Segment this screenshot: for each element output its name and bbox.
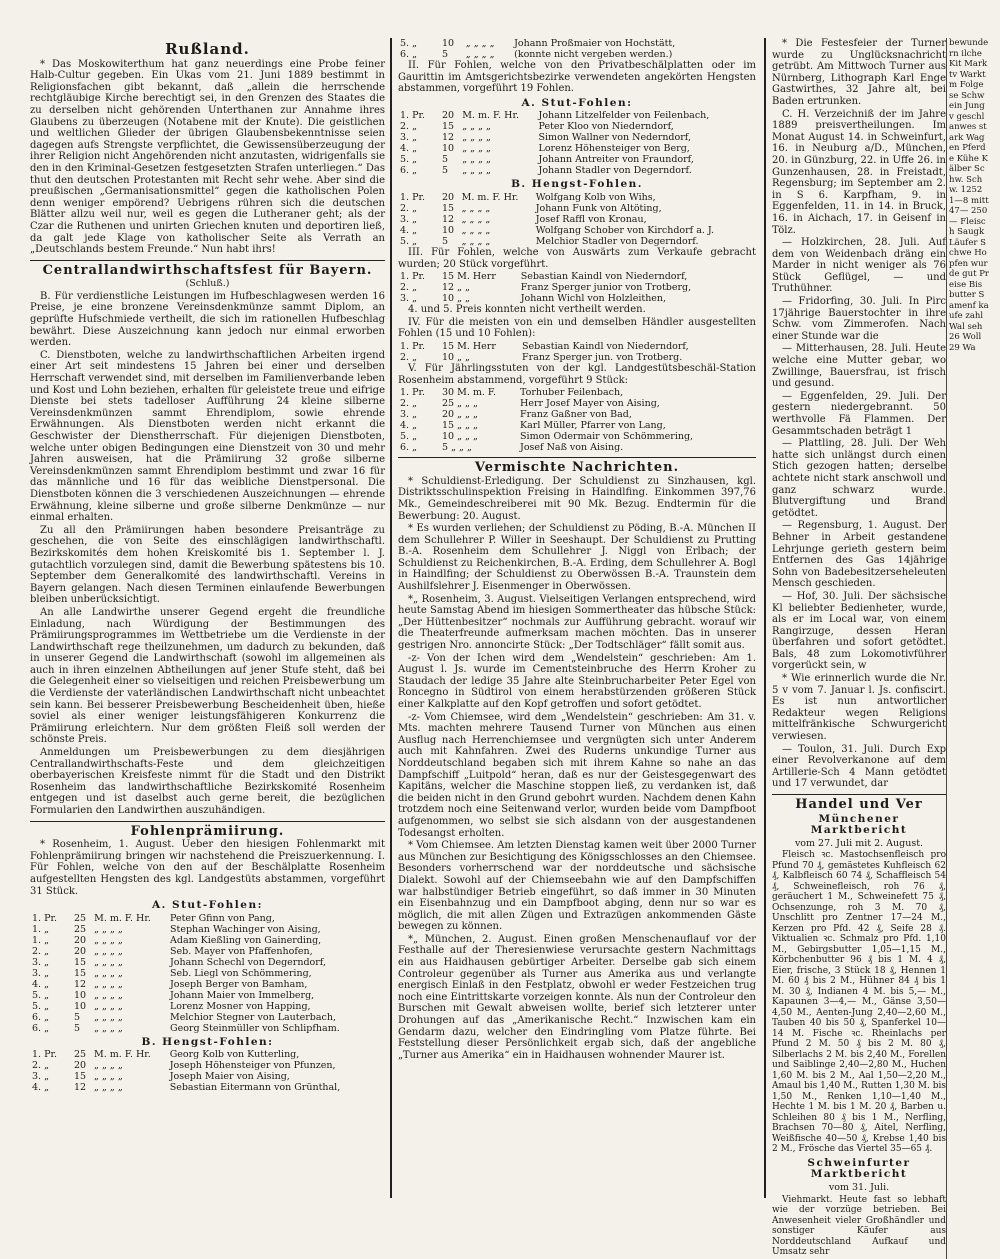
table-cell: Joseph Höhensteiger von Pfunzen,: [169, 1060, 336, 1072]
table-cell: 1. Pr.: [32, 1049, 57, 1061]
table-cell: M. m. F. Hr.: [94, 912, 151, 924]
table-cell: 1. „: [32, 934, 50, 946]
column-rule: [764, 38, 766, 1198]
stut-fohlen-table: [30, 913, 385, 1034]
table-cell: 2. „: [400, 398, 418, 410]
table-cell: 5: [442, 165, 449, 177]
table-cell: „ „ „ „: [94, 956, 123, 968]
award-table: [398, 38, 756, 60]
table-cell: M. m. F. Hr.: [462, 110, 519, 122]
markt-heading: Münchener Marktbericht: [810, 812, 908, 837]
news-item: — Fridorfing, 30. Juli. In Pirc 17jährige Bauerstochter in ihre Schw. vom Zimmerofen. Nach einer Stunde war die: [772, 296, 946, 342]
table-cell: Johann Litzelfelder von Feilenbach,: [538, 110, 710, 122]
table-cell: „ „ „ „: [462, 121, 491, 133]
table-row: [398, 49, 756, 60]
table-cell: 5: [74, 1011, 81, 1023]
table-cell: 12: [442, 213, 455, 225]
column-right: [772, 38, 990, 1258]
fohlen-intro: * Rosenheim, 1. August. Ueber den hiesigen Fohlenmarkt mit Fohlenprämiirung bringen wir nachstehend die Preiszuerkennung. I. Für Fohlen, welche von den auf der Beschälplatte Rosenheim aufgestellten Hengsten des kgl. Landgestüts abstammen, vorgeführt 31 Stück.: [30, 839, 385, 897]
table-cell: 5. „: [400, 154, 418, 166]
news-item: * Es wurden verliehen; der Schuldienst zu Pöding, B.-A. München II dem Schullehrer P. Willer in Seeshaupt. Der Schuldienst zu Prutting B.-A. Rosenheim dem Schullehrer J. Niggl von Erlbach; der Schuldienst zu Reichenkirchen, B.-A. Erding, dem Schullehrer A. Bogl in Haindlfing; der Schuldienst zu Oberwössen B.-A. Traunstein dem Aushilfslehrer J. Eisenmenger in Oberwössen.: [398, 523, 756, 593]
fest-paragraph: An alle Landwirthe unserer Gegend ergeht die freundliche Einladung, nach Würdigung der Bestimmungen des Prämiirungsprogrammes im Wettbetriebe um die Verdienste in der Landwirthschaft rege theilzunehmen, um dadurch zu bekunden, daß in unserer Gegend die Landwirthschaft (sowohl im allgemeinen als auch in ihren einzelnen Abtheilungen auf jener Stufe steht, daß bei die Gelegenheit einer so vielseitigen und reichen Preisbewerbung um die Verdienste der vaterländischen Landwirthschaft nicht unbeachtet sein kann. Bei besserer Preisbewerbung Bescheidenheit üben, hieße soviel als einer weniger leistungsfähigeren Konkurrenz die Prämiirung erleichtern. Nur dem größten Fleiß soll werden der schönste Preis.: [30, 606, 385, 746]
table-cell: Georg Kolb von Kutterling,: [169, 1049, 300, 1061]
divider: [30, 821, 385, 822]
table-row: [398, 165, 756, 176]
vieh-text: Viehmarkt. Heute fast so lebhaft wie der vorzüge betrieben. Bei Anwesenheit vieler Großhändler und sonstiger Käufer aus Norddeutschland Aufkauf und Umsatz sehr: [772, 1194, 946, 1258]
news-item: — Mitterhausen, 28. Juli. Heute welche eine Mutter gebar, wo Zwillinge, Bauersfrau, ist frisch und gesund.: [772, 343, 946, 390]
table-row: [398, 236, 756, 247]
news-item: -z- Vom Chiemsee, wird dem „Wendelstein“ geschrieben: Am 31. v. Mts. machten mehrere Tausend Turner von München aus einen Ausflug nach Herrenchiemsee und vergnügten sich unter Anderem auch mit Kahnfahren. Zwei des Ruderns unkundige Turner aus Norddeutschland begaben sich mit ihrem Kahne so nahe an das Dampfschiff „Luitpold“ heran, daß es nur der Geistesgegenwart des Kapitäns, welcher die Maschine stoppen ließ, zu verdanken ist, daß die beiden nicht in den Grund gebohrt wurden. Nachdem denen Kahn trotzdem noch eine Seitenwand verlor, wurden beide vom Dampfboot aufgenommen, wo selbst sie sich alsdann von der ausgestandenen Todesangst erholten.: [398, 711, 756, 839]
table-cell: 15: [442, 202, 455, 214]
table-row: [398, 409, 756, 420]
table-cell: 5 „ „ „: [442, 442, 472, 454]
table-cell: „ „ „ „: [94, 945, 123, 957]
table-row: [398, 387, 756, 398]
table-cell: „ „ „ „: [94, 1082, 123, 1094]
part4-intro: IV. Für die meisten von ein und demselben Händler ausgestellten Fohlen (15 und 10 Fohlen):: [398, 316, 756, 340]
table-cell: 1. Pr.: [400, 387, 425, 399]
table-cell: Johann Antreiter von Fraundorf,: [538, 154, 694, 166]
table-row: [398, 214, 756, 225]
table-row: [30, 1012, 385, 1023]
table-cell: Sebastian Eitermann von Grünthal,: [169, 1082, 341, 1094]
table-cell: 6. „: [400, 165, 418, 177]
table-cell: 12 „ „: [442, 282, 470, 294]
table-cell: 10: [74, 1000, 87, 1012]
table-cell: 1. Pr.: [400, 340, 425, 352]
table-row: [30, 1023, 385, 1034]
adjacent-column-fragment: bewundern ilche Kit Marktv Warktm Folge se Schwein Jungv geschl anwes stark Wagen Pferde Kühe Kälber Schw. Schw. 1252 1—8 mitt 47— 250— Fleisch Saugk Läufer Schwe Hopfen wurde gut Preise Bis butter Samenf kaufe zahl Wal seh 26 Woll 29 Wa: [946, 38, 989, 1259]
table-cell: 2. „: [400, 351, 418, 363]
table-cell: 3. „: [400, 409, 418, 421]
table-cell: Johann Maier von Immelberg,: [170, 989, 315, 1001]
table-cell: Sebastian Kaindl von Niederndorf,: [522, 340, 689, 352]
news-item: *„ Rosenheim, 3. August. Vielseitigen Verlangen entsprechend, wird heute Samstag Abend im hiesigen Sommertheater das hübsche Stück: „Der Hüttenbesitzer“ nochmals zur Aufführung gebracht. worauf wir die Theaterfreunde aufmerksam machen möchten. Das in unserer gestrigen Nro. annoncirte Stück: „Der Todtschläger“ fällt somit aus.: [398, 593, 756, 652]
table-cell: 3. „: [32, 967, 50, 979]
news-item: — Hof, 30. Juli. Der sächsische Kl beliebter Bedienheter, wurde, als er im Local war, von einem Rangirzuge, dessen Heran überfahren und sofort getödtet. Bals, 48 zum Lokomotivführer vorgerückt sein, w: [772, 590, 946, 672]
table-row: [30, 1082, 385, 1093]
table-row: [30, 1060, 385, 1071]
table-cell: „ „ „ „: [461, 202, 491, 214]
handel-heading: Handel und Ver: [795, 797, 923, 812]
table-cell: Peter Gfinn von Pang,: [170, 912, 275, 924]
table-cell: Melchior Stadler von Degerndorf.: [535, 235, 699, 247]
table-cell: „ „ „ „: [465, 38, 495, 49]
table-cell: 6. „: [400, 442, 418, 454]
table-cell: Franz Gaßner von Bad,: [520, 409, 632, 421]
table-cell: Wolfgang Kolb von Wihs,: [535, 191, 656, 203]
news-item: — Eggenfelden, 29. Juli. Der gestern niedergebrannt. 50 werthvolle Fä Flammen. Der Gesammtschaden beträgt 1: [772, 390, 946, 437]
part3-intro: III. Für Fohlen, welche von Auswärts zum Verkaufe gebracht wurden; 20 Stück vorgeführt.: [398, 246, 756, 270]
stut-fohlen-heading: A. Stut-Fohlen:: [521, 96, 633, 109]
table-cell: 2. „: [400, 121, 418, 133]
hengst-fohlen-table: [398, 192, 756, 247]
table-row: [398, 132, 756, 143]
stut-fohlen-table: [398, 110, 756, 176]
hengst-fohlen-table: [30, 1049, 385, 1093]
news-item: * Vom Chiemsee. Am letzten Dienstag kamen weit über 2000 Turner aus München zur Besichtigung des Königsschlosses an den Chiemsee. Besonders vorherrschend war der norddeutsche und sächsische Dialekt. Sowohl auf der Chiemseebahn wie auf den Dampfschiffen war halbstündiger Betrieb eingeführt, so daß immer in 30 Minuten ein Eisenbahnzug und ein Dampfboot abging, denn nur so war es möglich, die mit allen Zügen und Extrazügen ankommenden Gäste bewegen zu können.: [398, 840, 756, 933]
table-cell: Lorenz Höhensteiger von Berg,: [538, 143, 690, 155]
table-row: [398, 203, 756, 214]
table-cell: 12: [74, 978, 87, 990]
divider: [398, 457, 756, 458]
table-cell: 4. „: [400, 224, 418, 236]
divider: [772, 794, 946, 795]
table-cell: 20: [74, 934, 87, 946]
divider: [30, 260, 385, 261]
news-item: * Wie erinnerlich wurde die Nr. 5 v vom 7. Januar l. Js. confiscirt. Es ist nun antwortlicher Redakteur wegen Religions mittelfränkische Schwurgericht verwiesen.: [772, 673, 946, 743]
table-cell: Herr Josef Mayer von Aising,: [520, 398, 660, 410]
table-cell: 1. Pr.: [400, 110, 425, 122]
table-cell: 25 „ „ „: [442, 398, 478, 410]
table-cell: 10: [74, 989, 87, 1001]
table-cell: 2. „: [32, 1060, 50, 1072]
table-cell: Seb. Liegl von Schömmering,: [170, 967, 312, 979]
table-cell: 12: [74, 1082, 87, 1094]
fest-paragraph: Anmeldungen um Preisbewerbungen zu dem diesjährigen Centrallandwirthschafts-Feste und dem gleichzeitigen oberbayerischen Kreisfeste nimmt für die Stadt und den Distrikt Rosenheim das landwirthschaftliche Bezirkskomité Rosenheim entgegen und ist daselbst auch gerne bereit, die bezüglichen Formularien den Landwirthen auszuhändigen.: [30, 747, 385, 816]
table-cell: Melchior Stegner von Lauterbach,: [170, 1011, 336, 1023]
table-row: [30, 946, 385, 957]
table-cell: 2. „: [400, 282, 418, 294]
table-cell: „ „ „ „: [462, 154, 491, 166]
fohlen-heading: Fohlenprämiirung.: [130, 823, 285, 839]
table-row: [30, 968, 385, 979]
table-cell: „ „ „ „: [94, 1022, 123, 1034]
table-cell: 30 M. m. F.: [442, 387, 497, 399]
table-cell: 3. „: [400, 213, 418, 225]
table-cell: 10 „ „ „: [442, 431, 478, 443]
table-cell: 15 M. Herr: [442, 340, 496, 352]
table-cell: 15 M. Herr: [442, 271, 496, 283]
table-row: [398, 154, 756, 165]
vermischte-heading: Vermischte Nachrichten.: [474, 460, 680, 476]
table-cell: „ „ „ „: [94, 1011, 123, 1023]
fest-paragraph: B. Für verdienstliche Leistungen im Hufbeschlagwesen werden 16 Preise, je eine bronzene Vereinsdenkmünze sammt Diplom, an geprüfte Hufschmiede vertheilt, die sich im rationellen Hufbeschlag bewährt. Diese Auszeichnung kann jedoch nur einmal erworben werden.: [30, 290, 385, 349]
hengst-fohlen-heading: B. Hengst-Fohlen:: [141, 1035, 274, 1048]
table-row: [30, 979, 385, 990]
table-row: [30, 990, 385, 1001]
news-item: — Plattling, 28. Juli. Der Weh hatte sich unlängst durch einen Stich gezogen hatten; derselbe achtete nicht stark anschwoll und ganz schwarz wurde. Blutvergiftung und Brand getödtet.: [772, 438, 946, 519]
table-cell: 20 „ „ „: [442, 409, 478, 421]
column-left: [30, 38, 385, 1198]
part3-note: 4. und 5. Preis konnten nicht vertheilt werden.: [408, 304, 646, 316]
table-cell: Franz Sperger junior von Trotberg,: [520, 282, 692, 294]
table-cell: „ „ „ „: [94, 1071, 123, 1083]
table-row: [30, 924, 385, 935]
table-cell: „ „ „ „: [94, 989, 123, 1001]
table-cell: 3. „: [32, 956, 50, 968]
table-cell: „ „ „ „: [94, 934, 123, 946]
table-cell: „ „ „ „: [461, 213, 491, 225]
column-rule: [390, 38, 392, 1198]
table-cell: „ „ „ „: [94, 978, 123, 990]
table-row: [30, 935, 385, 946]
table-row: [30, 1071, 385, 1082]
table-cell: 5. „: [400, 431, 418, 443]
table-cell: 6. „: [400, 49, 418, 60]
table-cell: 3. „: [400, 132, 418, 144]
table-cell: 10: [442, 38, 455, 49]
markt-text: Fleisch ꝛc. Mastochsenfleisch pro Pfund 70 ₰, gemästetes Kuhfleisch 62 ₰, Kalbfleisch 60 74 ₰, Schaffleisch 54 ₰, Schweinefleisch, roh 76 ₰, geräuchert 1 M., Schweinefett 75 ₰, Ochsenzunge, roh 3 M. 70 ₰, Unschlitt pro Zentner 17—24 M., Kerzen pro Pfd. 42 ₰, Seife 28 ₰. Viktualien ꝛc. Schmalz pro Pfd. 1,10 M., Gebirgsbutter 1,05—1,15 M., Körbchenbutter 96 ₰ bis 1 M. 4 ₰, Eier, frische, 3 Stück 18 ₰, Hennen 1 M. 60 ₰ bis 2 M., Hühner 84 ₰ bis 1 M. 30 ₰, Indianen 4 M. bis 5,— M., Kapaunen 3—4,— M., Gänse 3,50—4,50 M., Aenten-Jung 2,40—2,60 M., Tauben 40 bis 50 ₰, Spanferkel 10—14 M. Fische ꝛc. Rheinlachs per Pfund 2 M. 50 ₰ bis 2 M. 80 ₰, Silberlachs 2 M. bis 2,40 M., Forellen und Saiblinge 2,40—2,80 M., Huchen 1,60 M. bis 2 M., Aal 1,50—2,20 M., Amaul bis 1,40 M., Rutten 1,30 M. bis 1,50 M., Renken 1,10—1,40 M., Hechte 1 M. bis 1 M. 20 ₰, Barben u. Schleihen 80 ₰ bis 1 M., Nerfling, Brachsen 70—80 ₰, Aitel, Nerfling, Weißfische 40—50 ₰, Krebse 1,40 bis 2 M., Frösche das Viertel 35—65 ₰.: [772, 850, 946, 1155]
table-cell: 20: [74, 945, 87, 957]
table-cell: 6. „: [32, 1022, 50, 1034]
table-cell: Josef Raffl von Kronau,: [535, 213, 647, 225]
table-cell: Franz Sperger jun. von Trotberg.: [522, 351, 683, 363]
table-cell: M. m. F. Hr.: [461, 191, 519, 203]
table-cell: 15: [74, 1071, 87, 1083]
table-row: [398, 225, 756, 236]
column-middle: [398, 38, 756, 1198]
part2-intro: II. Für Fohlen, welche von den Privatbeschälplatten oder im Gaurittin im Amtsgerichtsbezirke verwendeten angekörten Hengsten abstammen, vorgeführt 19 Fohlen.: [398, 60, 756, 95]
table-cell: „ „ „ „: [462, 143, 491, 155]
table-cell: Josef Naß von Aising.: [520, 442, 624, 454]
table-cell: 1. Pr.: [32, 912, 57, 924]
table-cell: 5. „: [32, 1000, 50, 1012]
table-cell: Torhuber Feilenbach,: [520, 387, 624, 399]
news-item: — Regensburg, 1. August. Der Behner in Arbeit gestandene Lehrjunge gerieth gestern beim Entfernen des Gas 14jährige Sohn von Badebesitzerseheleuten Mensch geschieden.: [772, 520, 946, 590]
table-cell: Sebastian Kaindl von Niederndorf,: [520, 271, 688, 283]
russland-article: * Das Moskowiterthum hat ganz neuerdings eine Probe feiner Halb-Cultur gegeben. Ein Ukas vom 21. Juni 1889 bestimmt in Religionsfachen gibt bekannt, daß „allein die herrschende rechtgläubige Kirche berechtigt sei, in den Grenzen des Staates die zu derselben nicht gehörenden Unterthanen zur Annahme ihres Glaubens zu überzeugen (Notabene mit der Knute). Die geistlichen und weltlichen Glieder der übrigen Glaubensbekenntnisse seien dagegen aufs Strengste verpflichtet, die Gewissensüberzeugung der ihrer Religion nicht Angehörenden nicht anzutasten, widrigenfalls sie den in den Kriminal-Gesetzen festgesetzten Strafen unterliegen.“ Das thut den deutschen Protestanten mit Recht sehr wehe. Aber sind die preußischen „Germanisationsmittel“ gegen die katholischen Polen denn weniger empörend? Uebrigens rühren sich die deutschen Blätter allzu weil nur, weil es gegen die Lutheraner geht; als der Czar die Ruthenen und unirten Griechen knuten und deportiren ließ, da galt jede Klage von katholischer Seite als Verrath an „Deutschlands bestem Freunde.“ Nun habt ihrs!: [30, 58, 385, 256]
table-cell: 1. „: [32, 923, 50, 935]
part3-table: [398, 271, 756, 304]
table-cell: Peter Kloo von Niederndorf,: [538, 121, 674, 133]
fest-heading: Centrallandwirthschaftsfest für Bayern.: [42, 262, 373, 278]
schwein-date: vom 31. Juli.: [828, 1182, 890, 1194]
russland-heading: Rußland.: [165, 40, 250, 58]
table-row: [398, 110, 756, 121]
table-cell: 3. „: [32, 1071, 50, 1083]
table-cell: 4. „: [32, 1082, 50, 1094]
table-cell: 2. „: [32, 945, 50, 957]
table-row: [398, 282, 756, 293]
stut-fohlen-heading: A. Stut-Fohlen:: [152, 899, 263, 912]
table-cell: 10: [442, 224, 455, 236]
schwein-heading: Schweinfurter Marktbericht: [807, 1156, 911, 1181]
table-row: [398, 341, 756, 352]
hengst-fohlen-heading: B. Hengst-Fohlen.: [511, 178, 643, 191]
table-row: [30, 1049, 385, 1060]
table-cell: 2. „: [400, 202, 418, 214]
table-cell: 1. Pr.: [400, 271, 425, 283]
fest-paragraph: Zu all den Prämiirungen haben besondere Preisanträge zu geschehen, die von Seite des einschlägigen landwirthschaftl. Bezirkskomités dem hohen Kreiskomité bis 1. September l. J. gutachtlich vorzulegen sind, damit die Bewerbung spätestens bis 10. September dem Generalkomité des landwirthschaftl. Vereins in Bayern gelangen. Nach diesen Terminen einlaufende Bewerbungen bleiben unberücksichtigt.: [30, 524, 385, 606]
table-cell: 4. „: [400, 420, 418, 432]
table-cell: 15: [442, 121, 455, 133]
table-cell: 15: [74, 967, 87, 979]
table-cell: Georg Steinmüller von Schlipfham.: [170, 1022, 340, 1034]
table-cell: „ „ „ „: [462, 165, 491, 177]
table-cell: 3. „: [400, 293, 418, 305]
table-cell: (konnte nicht vergeben werden.): [514, 49, 673, 60]
table-cell: 5. „: [32, 989, 50, 1001]
table-cell: „ „ „ „: [94, 1000, 123, 1012]
news-item: * Schuldienst-Erledigung. Der Schuldienst zu Sinzhausen, kgl. Distriktsschulinspektion Freising in Haindlfing. Einkommen 397,76 Mk., Gemeindeschreiberei mit 90 Mk. Bezug. Endtermin für die Bewerbung: 20. August.: [398, 475, 756, 522]
table-cell: 12: [442, 132, 455, 144]
table-cell: Johann Schechl von Degerndorf,: [170, 956, 326, 968]
part5-intro: V. Für Jährlingsstuten von der kgl. Landgestütsbeschäl-Station Rosenheim abstammend, vorgeführt 9 Stück:: [398, 362, 756, 386]
table-cell: „ „ „ „: [461, 235, 491, 247]
table-row: [30, 913, 385, 924]
table-cell: 5. „: [400, 38, 418, 49]
table-cell: Stephan Wachinger von Aising,: [170, 923, 321, 935]
table-cell: 4. „: [32, 978, 50, 990]
table-cell: 4. „: [400, 143, 418, 155]
news-item: *„ München, 2. August. Einen großen Menschenauflauf vor der Festhalle auf der Theresienwiese verursachte gestern Nachmittags ein aus Haidhausen gebürtiger Arbeiter. Derselbe gab sich einem Controleur gegenüber als Turner aus Amerika aus und verlangte energisch Einlaß in den Festplatz, obwohl er weder Festzeichen trug noch eine Eintrittskarte vorzeigen konnte. Als nun der Controleur den Burschen mit Gewalt abweisen wollte, berief sich letzterer unter Drohungen auf das „Amerikanische Recht.“ Inzwischen kam ein Gendarm dazu, welcher den Eindringling vom Platze führte. Bei Feststellung dieser Persönlichkeit ergab sich, daß der angebliche „Turner aus Amerika“ ein in Haidhausen wohnender Maurer ist.: [398, 933, 756, 1061]
table-cell: 10: [442, 143, 455, 155]
table-cell: 20: [442, 110, 455, 122]
table-cell: 10 „ „: [442, 293, 470, 305]
news-item: -z- Von der Ichen wird dem „Wendelstein“ geschrieben: Am 1. August l. Js. wurde im Cementsteinbruche des Herrn Kroher zu Staudach der ledige 35 Jahre alte Steinbrucharbeiter Peter Egel von Roncegno in Südtirol von einem herabstürzenden größeren Stück einer Kalkplatte auf den Kopf getroffen und sofort getödtet.: [398, 652, 756, 710]
table-cell: „ „ „ „: [462, 132, 491, 144]
table-cell: 5: [74, 1022, 81, 1034]
table-cell: 15 „ „ „: [442, 420, 478, 432]
table-cell: 5. „: [400, 235, 418, 247]
table-row: [398, 431, 756, 442]
table-row: [398, 442, 756, 453]
table-row: [398, 398, 756, 409]
table-cell: Wolfgang Schober von Kirchdorf a. J.: [535, 224, 715, 236]
table-row: [398, 121, 756, 132]
table-cell: M. m. F. Hr.: [94, 1049, 151, 1061]
table-row: [30, 1001, 385, 1012]
fest-subheading: (Schluß.): [185, 278, 230, 290]
table-cell: Joseph Berger von Bamham,: [170, 978, 308, 990]
table-cell: „ „ „ „: [94, 923, 123, 935]
table-cell: Joseph Maier von Aising,: [169, 1071, 290, 1083]
table-row: [30, 957, 385, 968]
table-cell: 1. Pr.: [400, 191, 425, 203]
table-cell: Adam Kießling von Gainerding,: [170, 934, 322, 946]
table-cell: 25: [74, 923, 87, 935]
table-row: [398, 352, 756, 363]
table-cell: „ „ „ „: [461, 224, 491, 236]
table-row: [398, 293, 756, 304]
table-cell: 20: [74, 1060, 87, 1072]
table-row: [398, 38, 756, 49]
table-row: [398, 420, 756, 431]
table-cell: 10 „ „: [442, 351, 470, 363]
table-cell: 5: [442, 154, 449, 166]
table-cell: 25: [74, 1049, 87, 1061]
table-cell: Johann Wichl von Holzleithen,: [520, 293, 667, 305]
news-item: * Die Festesfeier der Turner wurde zu Unglücksnachricht getrübt. Am Mittwoch Turner aus Nürnberg, Lithograph Karl Enge Gastwirthes, 32 Jahre alt, bei Baden ertrunken.: [772, 38, 946, 107]
part5-table: [398, 387, 756, 453]
table-row: [398, 192, 756, 203]
news-item: C. H. Verzeichniß der im Jahre 1889 preisvertheilungen. Im Monat August 14. in Schweinfurt, 16. in Neuburg a/D., München, 20. in Günzburg, 22. in Uffe 26. in Gunzenhausen, 28. in Freistadt, Regensburg; im September am 2. in S 6. Karpfham, 9. in Eggenfelden, 11. in 14. in Bruck, 16. in Aichach, 17. in Geisenf in Tölz.: [772, 108, 946, 236]
table-cell: Johann Funk von Altöting,: [535, 202, 662, 214]
markt-date: vom 27. Juli mit 2. August.: [794, 837, 924, 849]
table-cell: Johann Proßmaier von Hochstätt,: [514, 38, 676, 49]
news-item: — Holzkirchen, 28. Juli. Auf dem von Weidenbach dräng ein Marder in nicht weniger als 76 Stück Geflügel, — und Truthühner.: [772, 237, 946, 295]
table-cell: Karl Müller, Pfarrer von Lang,: [520, 420, 666, 432]
table-cell: 15: [74, 956, 87, 968]
part4-table: [398, 341, 756, 363]
table-cell: „ „ „ „: [465, 49, 495, 60]
table-cell: „ „ „ „: [94, 1060, 123, 1072]
table-cell: Simon Odermair von Schömmering,: [520, 431, 694, 443]
table-cell: Johann Stadler von Degerndorf.: [538, 165, 692, 177]
table-cell: Simon Wallner von Nederndorf,: [538, 132, 691, 144]
table-cell: 25: [74, 912, 87, 924]
table-cell: Lorenz Mosner von Happing,: [170, 1000, 311, 1012]
table-cell: 20: [442, 191, 455, 203]
news-item: — Toulon, 31. Juli. Durch Exp einer Revolverkanone auf dem Artillerie-Sch 4 Mann getödtet und 17 verwundet, dar: [772, 743, 946, 790]
table-cell: „ „ „ „: [94, 967, 123, 979]
table-cell: 6. „: [32, 1011, 50, 1023]
table-cell: Seb. Mayer von Pfaffenhofen,: [170, 945, 313, 957]
table-row: [398, 143, 756, 154]
fest-paragraph: C. Dienstboten, welche zu landwirthschaftlichen Arbeiten irgend einer Art seit mindestens 15 Jahren bei einer und derselben Herrschaft verwendet sind, mit derselben im Familienverbande leben und Kost und Lohn beziehen, erhalten für geleistete treue und eifrige Dienste bei stets tadelloser Aufführung 24 kleine silberne Vereinsdenkmünzen sammt Ehrendiplom, sowie ehrende Erwähnungen. Als Dienstboten werden nicht erkannt die Geschwister der Dienstherrschaft. Für diejenigen Dienstboten, welche unter obigen Bedingungen eine Dienstzeit von 30 und mehr Jahren ausweisen, hat die Prämiirung 32 große silberne Vereinsdenkmünzen sammt Ehrendiplom bestimmt und zwar 16 für das männliche und 16 für das weibliche Dienstpersonal. Die Dienstboten können die 3 verschiedenen Auszeichnungen — ehrende Erwähnung, kleine silberne und große silberne Denkmünze — nur einmal erhalten.: [30, 349, 385, 524]
table-row: [398, 271, 756, 282]
table-cell: 5: [442, 49, 449, 60]
table-cell: 5: [442, 235, 449, 247]
